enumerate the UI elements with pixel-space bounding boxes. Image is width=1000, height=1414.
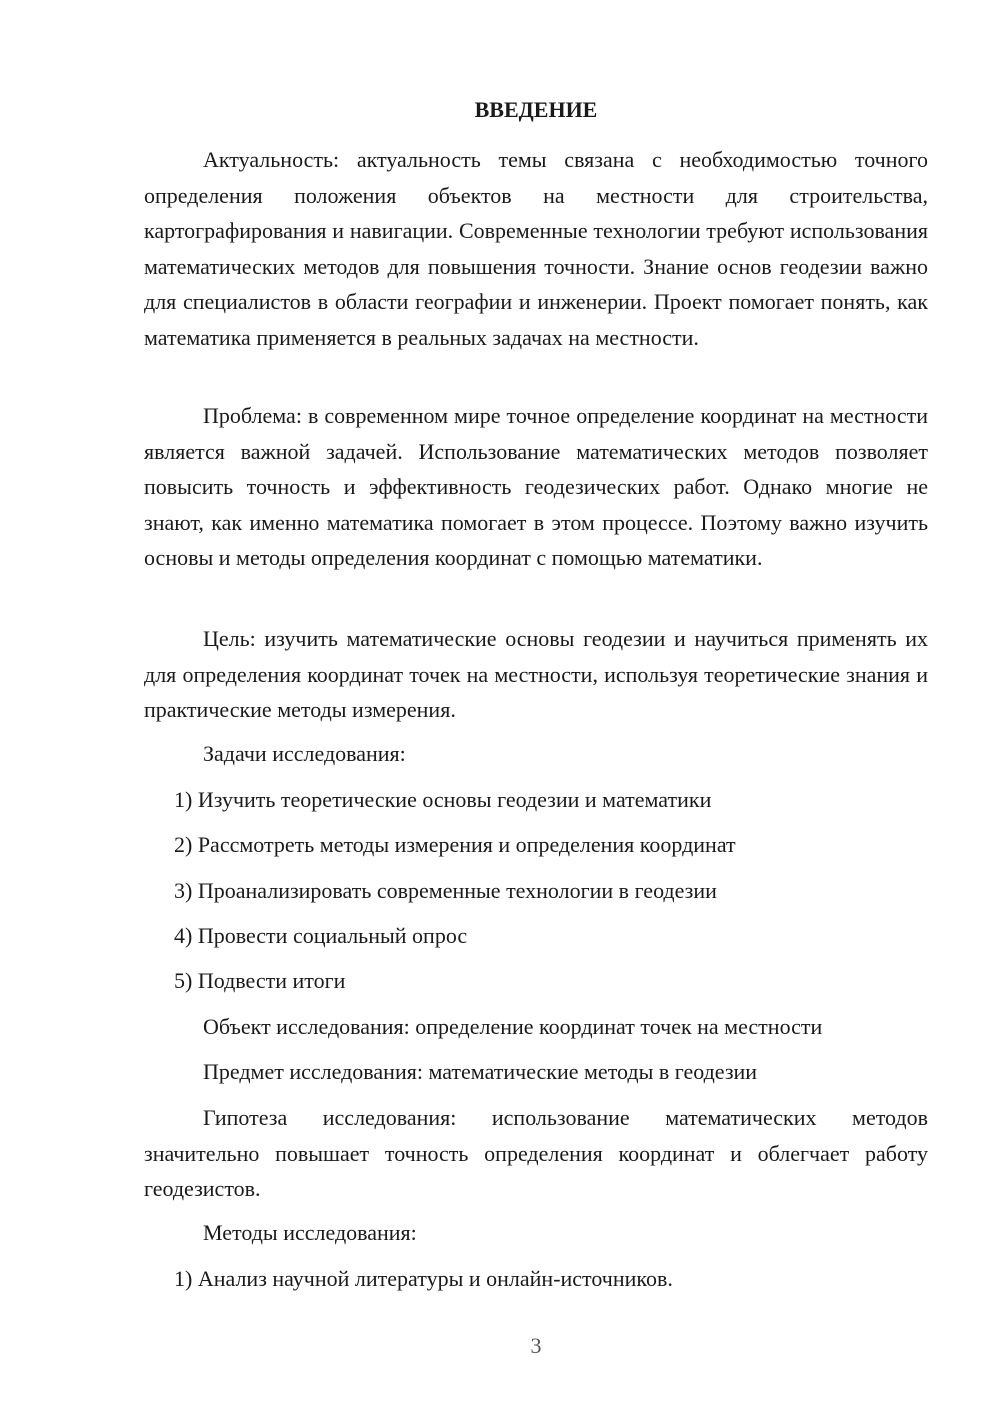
task-item-5: 5) Подвести итоги [174,968,346,993]
methods-heading: Методы исследования: [203,1220,417,1245]
research-subject-line: Предмет исследования: математические методы в геодезии [203,1059,758,1084]
task-item-4: 4) Провести социальный опрос [174,923,468,948]
hypothesis-paragraph: Гипотеза исследования: использование математических методов значительно повышает точность определения координат и облегчает работу геодезистов. [144,1105,928,1201]
task-item-3: 3) Проанализировать современные технологии в геодезии [174,878,717,903]
page-number: 3 [530,1333,542,1358]
research-object-line: Объект исследования: определение координат точек на местности [203,1014,823,1039]
relevance-paragraph: Актуальность: актуальность темы связана с необходимостью точного определения положения объектов на местности для строительства, картографирования и навигации. Современные технологии требуют использования математических методов для повышения точности. Знание основ геодезии важно для специалистов в области географии и инженерии. Проект помогает понять, как математика применяется в реальных задачах на местности. [144,147,928,350]
tasks-heading: Задачи исследования: [203,741,406,766]
goal-paragraph: Цель: изучить математические основы геодезии и научиться применять их для определения координат точек на местности, используя теоретические знания и практические методы измерения. [144,626,928,722]
task-item-1: 1) Изучить теоретические основы геодезии и математики [174,787,712,812]
task-item-2: 2) Рассмотреть методы измерения и определения координат [174,832,736,857]
problem-paragraph: Проблема: в современном мире точное определение координат на местности является важной задачей. Использование математических методов позволяет повысить точность и эффективность геодезических работ. Однако многие не знают, как именно математика помогает в этом процессе. Поэтому важно изучить основы и методы определения координат с помощью математики. [144,403,928,570]
method-item-1: 1) Анализ научной литературы и онлайн-источников. [174,1266,673,1291]
page-title: ВВЕДЕНИЕ [474,97,598,122]
